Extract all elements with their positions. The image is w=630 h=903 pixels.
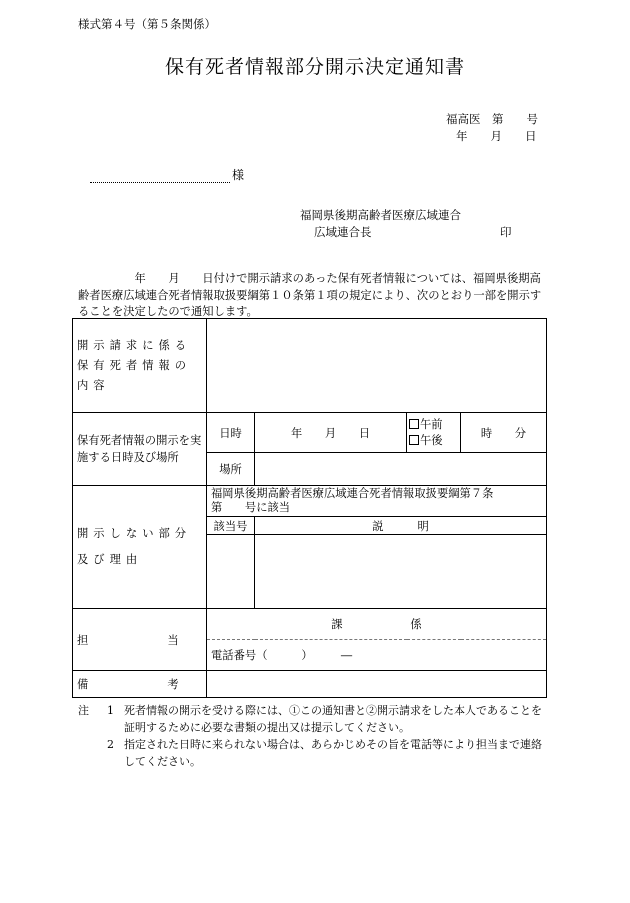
datetime-label: 日時 bbox=[207, 413, 255, 453]
staff-label: 担 当 bbox=[73, 609, 207, 671]
regulation-reference bbox=[207, 486, 547, 517]
row-remarks bbox=[73, 671, 547, 698]
addressee-name-blank[interactable] bbox=[90, 170, 230, 183]
note-text: 指定された日時に来られない場合は、あらかじめその旨を電話等により担当まで連絡してください。 bbox=[124, 738, 542, 768]
regulation-reference-line2[interactable]: 第 号に該当 bbox=[211, 501, 291, 514]
document-date: 年 月 日 bbox=[456, 129, 537, 143]
note-number: 2 bbox=[107, 738, 114, 751]
regulation-reference-line1: 福岡県後期高齢者医療広域連合死者情報取扱要綱第７条 bbox=[211, 487, 494, 500]
time-field[interactable]: 時 分 bbox=[461, 413, 547, 453]
applicable-no-header: 該当号 bbox=[207, 517, 255, 535]
place-label: 場所 bbox=[207, 453, 255, 486]
row-staff-dept bbox=[73, 609, 547, 640]
place-field[interactable] bbox=[255, 453, 547, 486]
remarks-label: 備 考 bbox=[73, 671, 207, 698]
addressee-suffix: 様 bbox=[232, 168, 245, 182]
note-item bbox=[78, 702, 548, 736]
row2-label: 保有死者情報の開示を実施する日時及び場所 bbox=[73, 413, 207, 486]
explanation-header: 説 明 bbox=[255, 517, 547, 535]
am-pm-select[interactable] bbox=[407, 413, 461, 453]
explanation-field[interactable] bbox=[255, 535, 547, 609]
notes-heading-spacer bbox=[78, 736, 98, 770]
form-number: 様式第４号（第５条関係） bbox=[78, 17, 216, 31]
sender-title: 広域連合長 bbox=[314, 225, 372, 239]
info-content-field[interactable] bbox=[207, 319, 547, 413]
disclosure-form-table bbox=[72, 318, 547, 698]
pm-checkbox[interactable] bbox=[409, 435, 419, 445]
notes-heading: 注 bbox=[78, 704, 89, 717]
notes-section bbox=[78, 702, 548, 770]
pm-option[interactable] bbox=[409, 433, 458, 449]
remarks-field[interactable] bbox=[207, 671, 547, 698]
document-title: 保有死者情報部分開示決定通知書 bbox=[164, 56, 465, 78]
note-number: 1 bbox=[107, 704, 114, 717]
am-option[interactable] bbox=[409, 417, 458, 433]
row1-label: 開示請求に係る保有死者情報の内容 bbox=[73, 319, 207, 413]
seal-mark: 印 bbox=[500, 225, 512, 239]
note-text: 死者情報の開示を受ける際には、①この通知書と②開示請求をした本人であることを証明するために必要な書類の提出又は提示してください。 bbox=[124, 704, 542, 734]
addressee bbox=[90, 166, 244, 183]
document-reference-number: 福高医 第 号 bbox=[446, 112, 538, 126]
sender-organization: 福岡県後期高齢者医療広域連合 bbox=[300, 208, 461, 222]
applicable-no-field[interactable] bbox=[207, 535, 255, 609]
date-field[interactable]: 年 月 日 bbox=[255, 413, 407, 453]
pm-label: 午後 bbox=[420, 433, 443, 447]
am-checkbox[interactable] bbox=[409, 419, 419, 429]
note-item bbox=[78, 736, 548, 770]
row3-label: 開示しない部分及び理由 bbox=[73, 486, 207, 609]
staff-department-field[interactable]: 課 係 bbox=[207, 609, 547, 640]
intro-text: 年 月 日付けで開示請求のあった保有死者情報については、福岡県後期高齢者医療広域連合死者情報取扱要綱第１０条第１項の規定により、次のとおり一部を開示することを決定したので通知します。 bbox=[78, 272, 542, 318]
phone-field[interactable]: 電話番号（ ） ― bbox=[207, 640, 547, 671]
row-datetime bbox=[73, 413, 547, 453]
row-info-content bbox=[73, 319, 547, 413]
am-label: 午前 bbox=[420, 417, 443, 431]
row-nondisclosure-header bbox=[73, 486, 547, 517]
intro-paragraph bbox=[78, 271, 548, 321]
